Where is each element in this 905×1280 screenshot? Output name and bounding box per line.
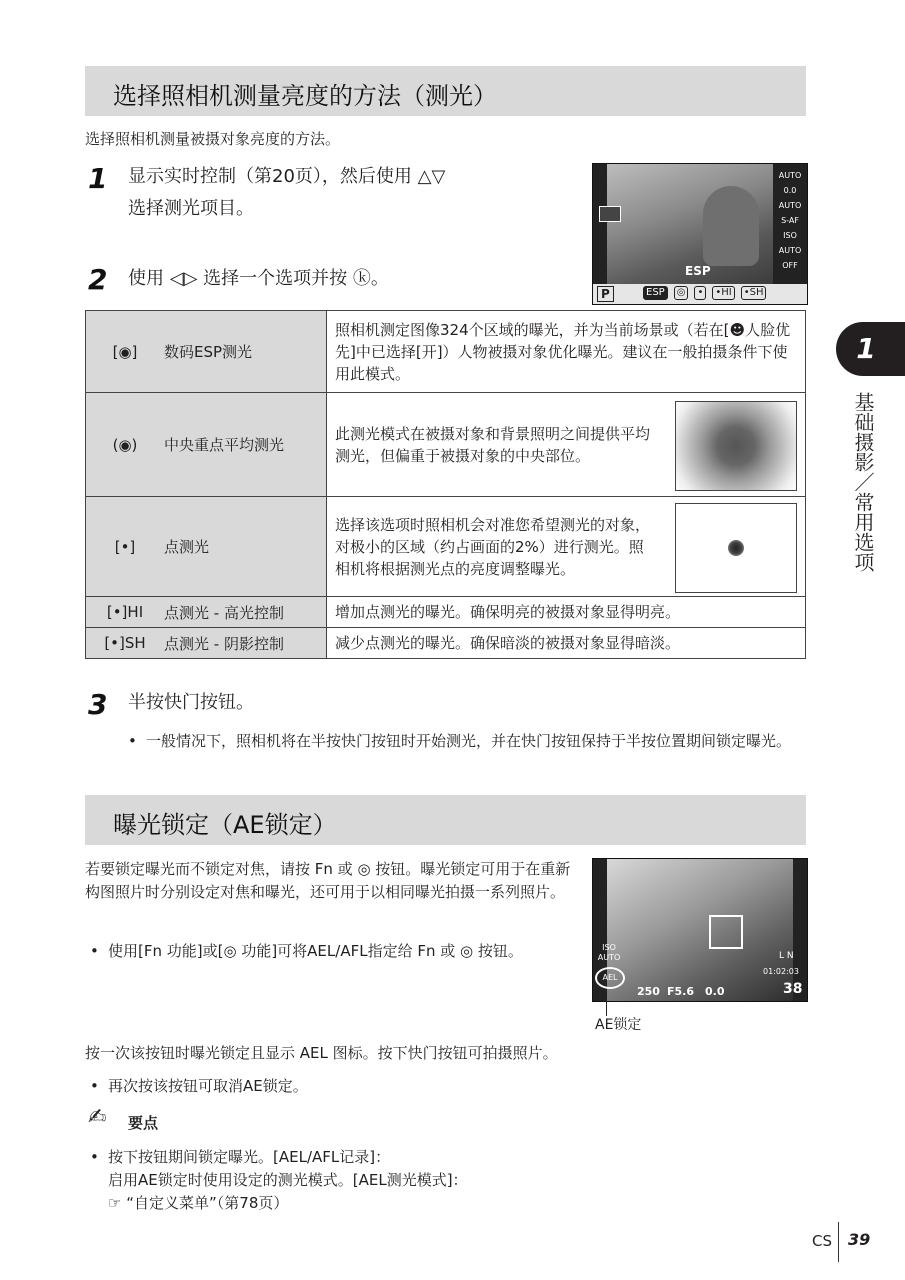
step-bullet: • 一般情况下，照相机将在半按快门按钮时开始测光，并在快门按钮保持于半按位置期间锁定曝光。 [128, 732, 792, 750]
quality-label: L N [779, 951, 794, 961]
metering-name: 点测光 - 阴影控制 [164, 634, 284, 653]
footer-divider [838, 1222, 839, 1262]
step-text: 显示实时控制（第20页），然后使用 △▽ [128, 166, 446, 187]
center-weighted-option-icon: ◎ [674, 286, 689, 300]
tips-icon: ✍ [88, 1105, 107, 1130]
ael-icon: AEL [595, 967, 625, 989]
shutter-readout: 250 [637, 985, 660, 998]
chapter-number: 1 [856, 332, 876, 365]
focus-mode-icon: S-AF [781, 216, 799, 225]
spot-hi-option-icon: •HI [712, 286, 734, 300]
page-number: 39 [848, 1230, 871, 1249]
reference-link: ☞ “自定义菜单”（第78页） [108, 1194, 289, 1212]
ae-lock-line: 按一次该按钮时曝光锁定且显示 AEL 图标。按下快门按钮可拍摄照片。 [85, 1044, 558, 1062]
metering-name: 数码ESP测光 [164, 343, 253, 361]
ae-lock-paragraph: 若要锁定曝光而不锁定对焦，请按 Fn 或 ◎ 按钮。曝光锁定可用于在重新构图照片时分别设定对焦和曝光，还可用于以相同曝光拍摄一系列照片。 [85, 860, 571, 901]
section-header-ae-lock [85, 795, 806, 845]
section-title: 选择照相机测量亮度的方法（测光） [113, 82, 497, 110]
iso-auto-label: ISO AUTO [597, 943, 621, 962]
wb-auto-icon: AUTO [778, 201, 802, 210]
metering-table [85, 310, 806, 659]
camera-ae-lock-screen [592, 858, 808, 1002]
table-row [86, 597, 806, 628]
esp-metering-icon: [◉] [112, 342, 138, 361]
metering-desc: 选择该选项时照相机会对准您希望测光的对象，对极小的区域（约占画面的2%）进行测光。照相机将根据测光点的亮度调整曝光。 [335, 515, 651, 578]
step-number: 3 [88, 688, 108, 721]
esp-option-icon: ESP [643, 286, 668, 300]
face-off-icon: OFF [782, 261, 798, 270]
metering-desc: 此测光模式在被摄对象和背景照明之间提供平均测光，但偏重于被摄对象的中央部位。 [335, 424, 651, 465]
center-weighted-icon: (◉) [112, 435, 138, 454]
metering-name: 中央重点平均测光 [164, 436, 285, 454]
ae-lock-caption: AE锁定 [595, 1017, 642, 1033]
ae-cancel-bullet: • 再次按该按钮可取消AE锁定。 [90, 1077, 308, 1095]
exposure-comp-icon: 0.0 [783, 186, 797, 195]
section-intro: 选择照相机测量被摄对象亮度的方法。 [85, 130, 341, 148]
camera-live-control-screen [592, 163, 808, 305]
spot-hi-icon: [•]HI [106, 603, 144, 621]
reference-icon: ☞ [108, 1194, 122, 1212]
right-icon-column [775, 168, 805, 280]
center-weighted-diagram [675, 401, 797, 491]
mode-p-label: P [597, 286, 614, 302]
metering-options [643, 286, 803, 300]
metering-desc: 照相机测定图像324个区域的曝光，并为当前场景或（若在[☻人脸优先]中已选择[开]）人物被摄对象优化曝光。建议在一般拍摄条件下使用此模式。 [327, 311, 806, 393]
esp-mode-icon [599, 206, 621, 222]
ev-readout: 0.0 [705, 985, 725, 998]
person-silhouette [703, 186, 759, 266]
esp-label: ESP [685, 264, 711, 278]
table-row [86, 393, 806, 497]
tips-bullet: • 按下按钮期间锁定曝光。[AEL/AFL记录]： 启用AE锁定时使用设定的测光模式。[AEL测光模式]： ☞ “自定义菜单”（第78页） [90, 1146, 690, 1215]
bottom-bar [593, 284, 807, 304]
metering-name: 点测光 [164, 538, 210, 556]
spot-sh-option-icon: •SH [741, 286, 767, 300]
metering-desc: 减少点测光的曝光。确保暗淡的被摄对象显得暗淡。 [327, 628, 806, 659]
af-frame [709, 915, 743, 949]
step-number: 1 [88, 162, 108, 195]
section-title: 曝光锁定（AE锁定） [113, 811, 337, 839]
spot-dot [728, 540, 744, 556]
spot-option-icon: • [694, 286, 706, 300]
table-row [86, 497, 806, 597]
tips-heading: 要点 [128, 1114, 159, 1132]
shots-remaining: 38 [783, 981, 803, 997]
metering-name: 点测光 - 高光控制 [164, 603, 284, 622]
table-row [86, 311, 806, 393]
preview-photo [607, 859, 793, 1001]
step-text: 半按快门按钮。 [128, 692, 254, 713]
ae-lock-bullet: • 使用[Fn 功能]或[◎ 功能]可将AEL/AFL指定给 Fn 或 ◎ 按钮。 [90, 942, 523, 960]
flash-auto-icon: AUTO [778, 171, 802, 180]
iso-auto-icon: ISO AUTO [778, 231, 802, 255]
chapter-title: 基础摄影／常用选项 [851, 392, 875, 572]
step-text: 选择测光项目。 [128, 198, 254, 219]
metering-desc: 增加点测光的曝光。确保明亮的被摄对象显得明亮。 [327, 597, 806, 628]
spot-diagram [675, 503, 797, 593]
spot-metering-icon: [•] [114, 537, 136, 556]
footer-lang: CS [812, 1232, 832, 1250]
step-text: 使用 ◁▷ 选择一个选项并按 ⓚ。 [128, 268, 389, 289]
aperture-readout: F5.6 [667, 985, 695, 998]
time-label: 01:02:03 [763, 967, 799, 976]
section-header-metering [85, 66, 806, 116]
table-row [86, 628, 806, 659]
step-number: 2 [88, 263, 108, 296]
spot-sh-icon: [•]SH [104, 634, 146, 652]
chapter-tab [836, 322, 905, 376]
